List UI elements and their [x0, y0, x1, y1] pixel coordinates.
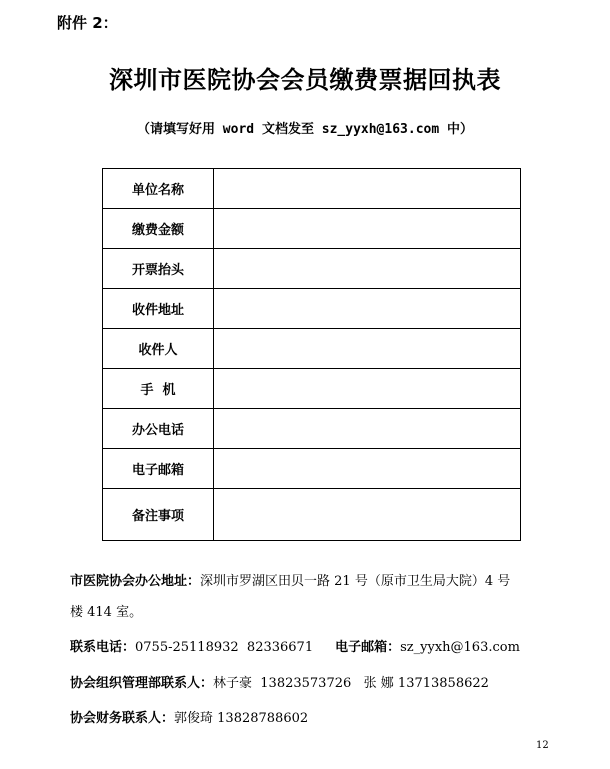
- field-value-invoice-title[interactable]: [214, 249, 521, 289]
- field-value-payment-amount[interactable]: [214, 209, 521, 249]
- contact-phone-email: [70, 638, 560, 658]
- page-title: 深圳市医院协会会员缴费票据回执表: [109, 66, 501, 94]
- field-value-mailing-address[interactable]: [214, 289, 521, 329]
- field-label-unit-name: 单位名称: [103, 169, 214, 209]
- page-subtitle: （请填写好用 word 文档发至 sz_yyxh@163.com 中）: [136, 122, 473, 137]
- org-contact-label: 协会组织管理部联系人：: [70, 676, 214, 691]
- finance-contact: [70, 709, 560, 729]
- finance-contact-label: 协会财务联系人：: [70, 711, 175, 726]
- table-row: [103, 289, 521, 329]
- page-number: 12: [536, 740, 549, 751]
- contact-phone-label: 联系电话：: [70, 640, 136, 655]
- field-value-office-phone[interactable]: [214, 409, 521, 449]
- office-address-label: 市医院协会办公地址：: [70, 574, 201, 589]
- office-address-value: 深圳市罗湖区田贝一路 21 号（原市卫生局大院）4 号: [200, 574, 511, 589]
- attachment-label: 附件 2：: [57, 14, 118, 32]
- field-value-mobile[interactable]: [214, 369, 521, 409]
- field-value-recipient[interactable]: [214, 329, 521, 369]
- field-value-remarks[interactable]: [214, 489, 521, 541]
- office-address-continued: [70, 603, 560, 623]
- table-row: [103, 369, 521, 409]
- receipt-form-table: [102, 168, 521, 541]
- field-label-mobile: 手 机: [103, 369, 214, 409]
- table-row: [103, 329, 521, 369]
- contact-email-value[interactable]: sz_yyxh@163.com: [400, 640, 520, 655]
- field-label-recipient: 收件人: [103, 329, 214, 369]
- office-address: [70, 572, 560, 592]
- org-contacts: [70, 674, 560, 694]
- field-value-email[interactable]: [214, 449, 521, 489]
- table-row: [103, 169, 521, 209]
- field-label-email: 电子邮箱: [103, 449, 214, 489]
- finance-contact-value: 郭俊琦 13828788602: [174, 711, 309, 726]
- table-row: [103, 249, 521, 289]
- contact-phone-value: 0755-25118932 82336671: [135, 640, 314, 655]
- table-row: [103, 209, 521, 249]
- org-contact-value: 林子豪 13823573726 张 娜 13713858622: [213, 676, 489, 691]
- field-label-invoice-title: 开票抬头: [103, 249, 214, 289]
- field-label-remarks: 备注事项: [103, 489, 214, 541]
- contact-email-label: 电子邮箱：: [335, 640, 401, 655]
- table-row: [103, 449, 521, 489]
- field-label-mailing-address: 收件地址: [103, 289, 214, 329]
- field-label-payment-amount: 缴费金额: [103, 209, 214, 249]
- table-row: [103, 409, 521, 449]
- office-address-value-cont: 楼 414 室。: [70, 605, 143, 620]
- field-value-unit-name[interactable]: [214, 169, 521, 209]
- table-row: [103, 489, 521, 541]
- field-label-office-phone: 办公电话: [103, 409, 214, 449]
